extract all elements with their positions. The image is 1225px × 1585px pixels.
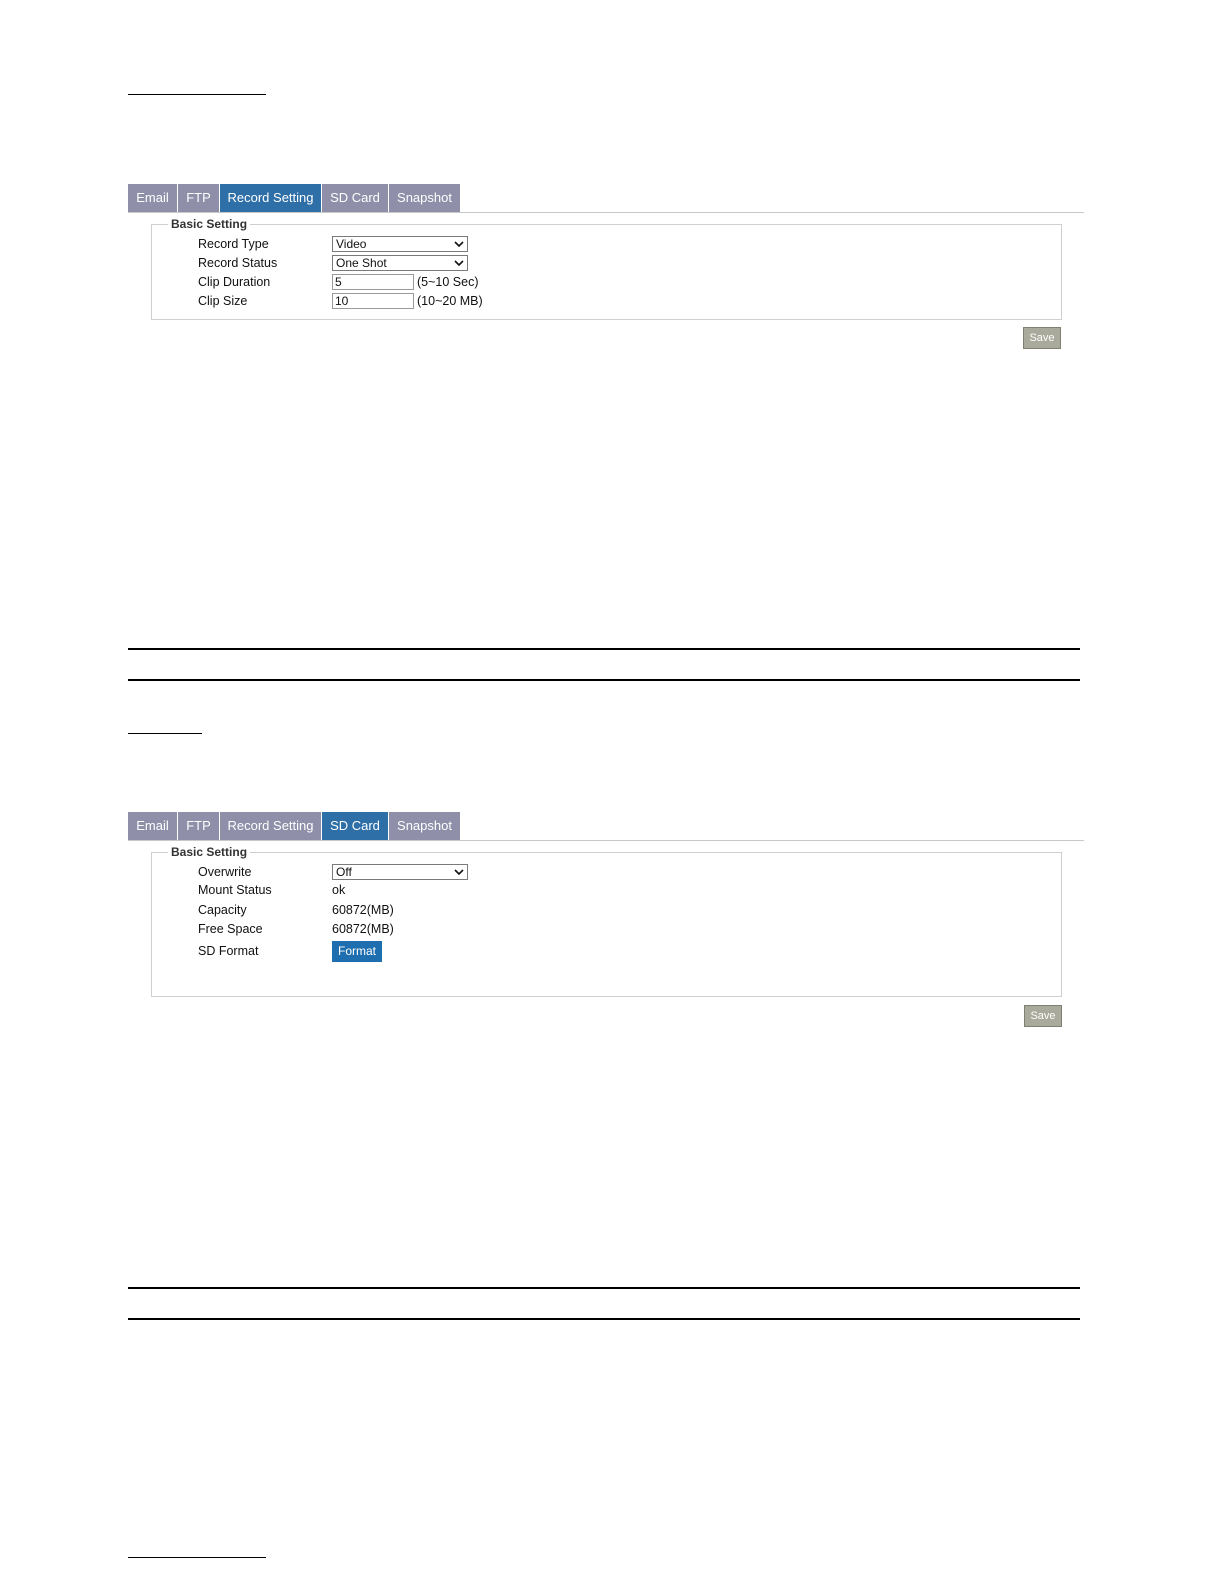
free-space-label: Free Space <box>198 922 263 936</box>
overwrite-select[interactable] <box>332 864 468 880</box>
tab-record-setting[interactable]: Record Setting <box>220 812 322 840</box>
free-space-value: 60872(MB) <box>332 922 394 936</box>
basic-setting-panel <box>151 845 1062 997</box>
chevron-down-icon <box>454 867 464 877</box>
record-type-select[interactable] <box>332 236 468 252</box>
save-button[interactable]: Save <box>1023 327 1061 349</box>
panel-legend: Basic Setting <box>168 845 250 859</box>
overwrite-value: Off <box>336 865 352 879</box>
record-type-value: Video <box>336 237 367 251</box>
overwrite-label: Overwrite <box>198 865 252 879</box>
divider-bottom-1 <box>128 679 1080 681</box>
divider-bottom-2 <box>128 1318 1080 1320</box>
clip-duration-input[interactable]: 5 <box>332 274 414 290</box>
divider-top-1 <box>128 648 1080 650</box>
divider-top-2 <box>128 1287 1080 1289</box>
heading-underline-1 <box>128 94 266 95</box>
mount-status-label: Mount Status <box>198 883 272 897</box>
record-type-label: Record Type <box>198 237 269 251</box>
chevron-down-icon <box>454 258 464 268</box>
tab-ftp[interactable]: FTP <box>178 184 220 212</box>
chevron-down-icon <box>454 239 464 249</box>
tab-ftp[interactable]: FTP <box>178 812 220 840</box>
format-button[interactable]: Format <box>332 941 382 962</box>
clip-duration-unit: (5~10 Sec) <box>417 275 479 289</box>
tab-email[interactable]: Email <box>128 812 178 840</box>
tab-sd-card[interactable]: SD Card <box>322 184 389 212</box>
record-status-select[interactable] <box>332 255 468 271</box>
sd-format-label: SD Format <box>198 944 259 958</box>
tab-snapshot[interactable]: Snapshot <box>389 812 461 840</box>
tab-record-setting[interactable]: Record Setting <box>220 184 322 212</box>
tab-sd-card[interactable]: SD Card <box>322 812 389 840</box>
tab-email[interactable]: Email <box>128 184 178 212</box>
capacity-label: Capacity <box>198 903 247 917</box>
record-status-value: One Shot <box>336 256 387 270</box>
clip-size-input[interactable]: 10 <box>332 293 414 309</box>
record-status-label: Record Status <box>198 256 278 270</box>
tab-bar <box>128 184 1084 213</box>
clip-duration-label: Clip Duration <box>198 275 271 289</box>
clip-size-unit: (10~20 MB) <box>417 294 483 308</box>
basic-setting-panel <box>151 217 1062 320</box>
tab-bar <box>128 812 1084 841</box>
heading-underline-2 <box>128 733 202 734</box>
tab-snapshot[interactable]: Snapshot <box>389 184 461 212</box>
clip-size-label: Clip Size <box>198 294 248 308</box>
capacity-value: 60872(MB) <box>332 903 394 917</box>
mount-status-value: ok <box>332 883 346 897</box>
save-button[interactable]: Save <box>1024 1005 1062 1027</box>
footer-underline <box>128 1557 266 1558</box>
panel-legend: Basic Setting <box>168 217 250 231</box>
